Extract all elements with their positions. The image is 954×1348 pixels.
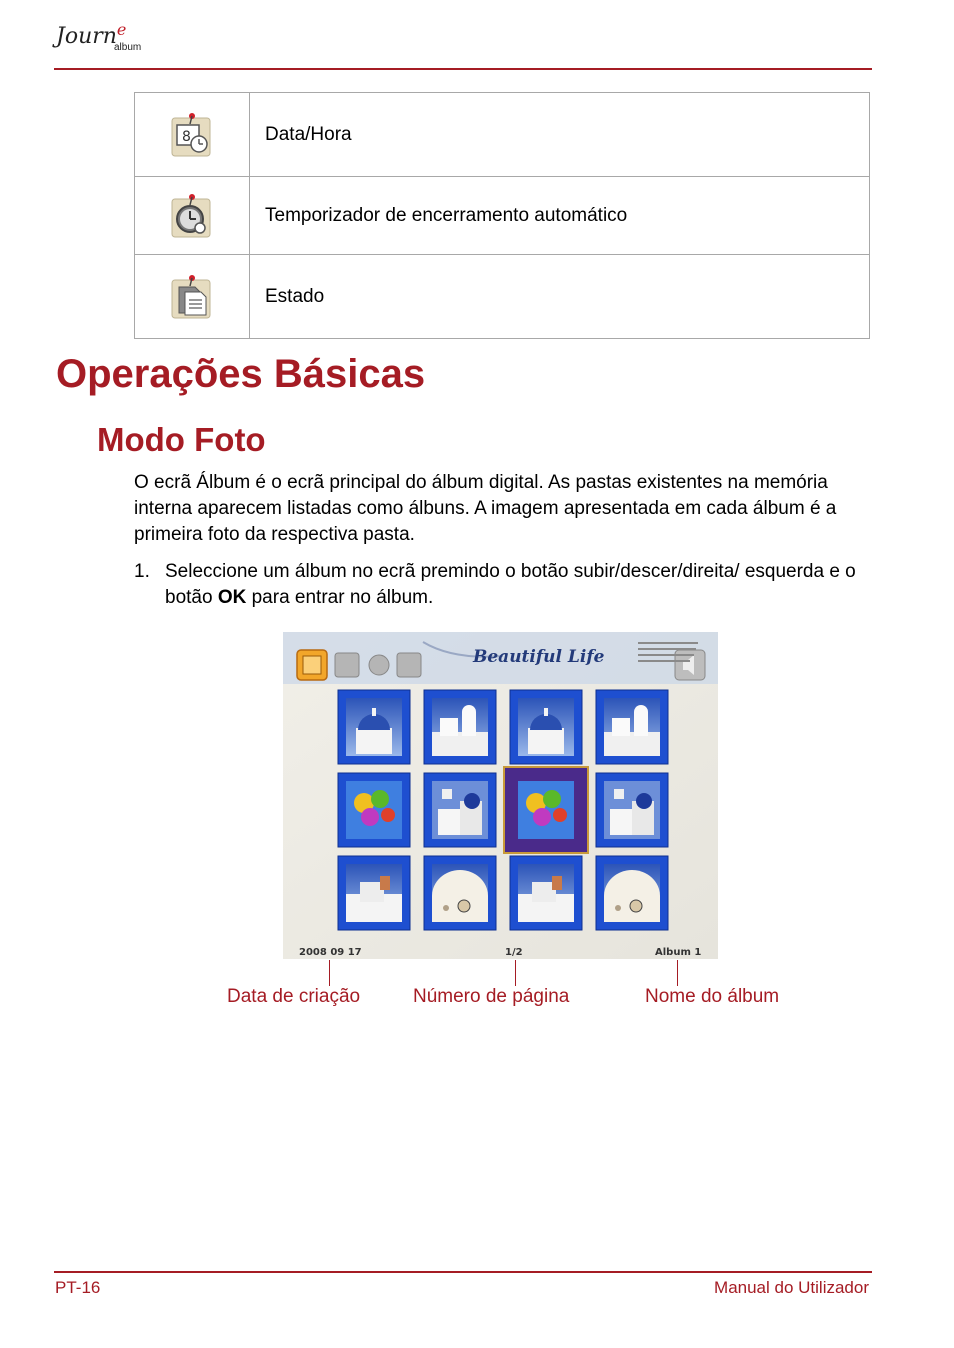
section-title: Operações Básicas — [56, 352, 426, 396]
album-name: Album 1 — [655, 947, 702, 958]
callout-line-name — [677, 960, 678, 986]
callout-page-number: Número de página — [413, 986, 570, 1007]
step-number: 1. — [134, 561, 150, 582]
album-thumbnail[interactable] — [338, 773, 410, 847]
callout-line-date — [329, 960, 330, 986]
intro-paragraph: O ecrã Álbum é o ecrã principal do álbum digital. As pastas existentes na memória interna aparecem listadas como álbuns. A imagem apresentada em cada álbum é a primeira foto da respectiva pasta. — [134, 472, 837, 545]
table-row — [135, 93, 870, 177]
icon-label: Temporizador de encerramento automático — [250, 177, 870, 255]
album-screen-screenshot — [283, 632, 718, 959]
callout-album-name: Nome do álbum — [645, 986, 780, 1007]
timer-icon — [167, 191, 217, 241]
screen-title: Beautiful Life — [473, 647, 605, 667]
album-thumbnail[interactable] — [596, 856, 668, 930]
icon-table — [134, 92, 870, 339]
album-thumbnail[interactable] — [596, 773, 668, 847]
album-thumbnail[interactable] — [424, 856, 496, 930]
album-thumbnail[interactable] — [596, 690, 668, 764]
ok-keyword: OK — [217, 587, 247, 608]
album-thumbnail[interactable] — [338, 856, 410, 930]
gear-icon[interactable] — [369, 655, 389, 675]
table-row — [135, 255, 870, 339]
calendar-clock-icon — [167, 110, 217, 160]
callout-line-page — [515, 960, 516, 986]
page-number-footer: PT-16 — [55, 1278, 101, 1297]
album-thumbnail[interactable] — [424, 773, 496, 847]
status-document-icon — [167, 272, 217, 322]
callout-creation-date: Data de criação — [227, 986, 361, 1007]
page-number: 1/2 — [505, 947, 523, 958]
table-row — [135, 177, 870, 255]
creation-date: 2008 09 17 — [299, 947, 362, 958]
album-thumbnail[interactable] — [338, 690, 410, 764]
icon-label: Estado — [250, 255, 870, 339]
album-thumbnail[interactable] — [510, 856, 582, 930]
header-rule — [54, 68, 872, 70]
icon-label: Data/Hora — [250, 93, 870, 177]
svg-text:8: 8 — [182, 128, 191, 145]
footer-rule — [54, 1271, 872, 1273]
album-thumbnail[interactable] — [504, 767, 588, 853]
journe-album-logo: Journ$^e$ album — [56, 20, 142, 53]
manual-title-footer: Manual do Utilizador — [714, 1278, 869, 1297]
album-thumbnail[interactable] — [424, 690, 496, 764]
album-thumbnail[interactable] — [510, 690, 582, 764]
subsection-title: Modo Foto — [97, 421, 266, 458]
copy-icon[interactable] — [397, 653, 421, 677]
trash-icon[interactable] — [335, 653, 359, 677]
